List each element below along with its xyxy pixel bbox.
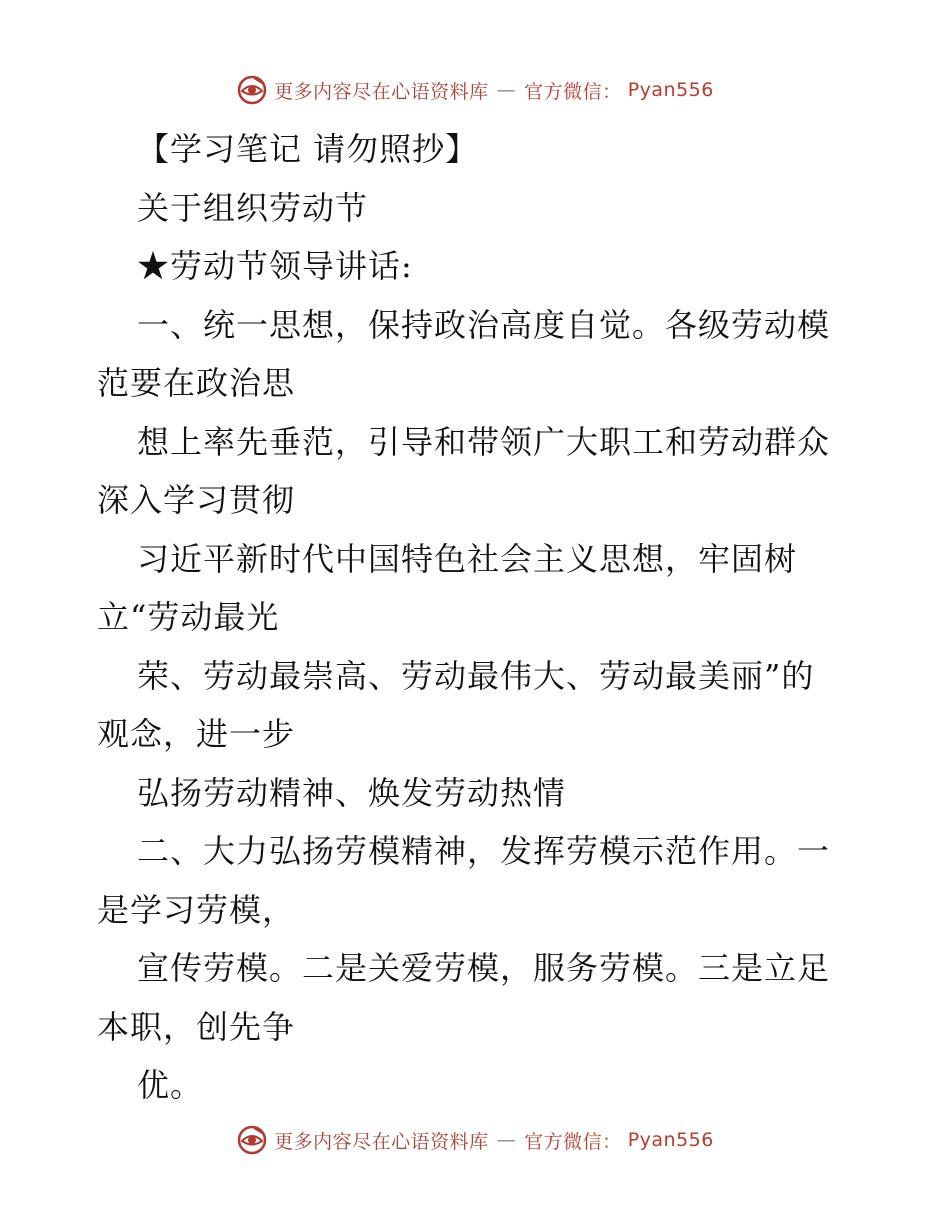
document-body — [97, 120, 857, 1115]
watermark-wechat-label: 官方微信： — [524, 80, 622, 103]
doc-line: 想上率先垂范，引导和带领广大职工和劳动群众 — [137, 422, 831, 461]
watermark-wechat-label: 官方微信： — [524, 1130, 622, 1153]
doc-line: 观念，进一步 — [97, 715, 296, 753]
doc-line: 弘扬劳动精神、焕发劳动热情 — [137, 773, 567, 812]
eye-logo-icon — [236, 74, 268, 106]
header-watermark — [0, 68, 950, 112]
watermark-dash: — — [496, 1129, 517, 1151]
doc-line: 范要在政治思 — [97, 364, 296, 402]
doc-line: 习近平新时代中国特色社会主义思想，牢固树 — [137, 539, 798, 578]
doc-line: 优。 — [137, 1066, 204, 1104]
doc-line-title: 关于组织劳动节 — [137, 188, 369, 227]
watermark-text: 更多内容尽在心语资料库 — [274, 1130, 489, 1153]
watermark-text: 更多内容尽在心语资料库 — [274, 80, 489, 103]
eye-logo-icon — [236, 1124, 268, 1156]
doc-line: 立“劳动最光 — [97, 598, 280, 636]
doc-line: 荣、劳动最崇高、劳动最伟大、劳动最美丽”的 — [137, 656, 815, 695]
doc-line: 是学习劳模， — [97, 890, 296, 929]
watermark-wechat-id: Pyan556 — [627, 79, 714, 101]
watermark-dash: — — [496, 79, 517, 101]
doc-line: 深入学习贯彻 — [97, 481, 296, 519]
doc-line: 本职，创先争 — [97, 1007, 296, 1046]
doc-line: 宣传劳模。二是关爱劳模，服务劳模。三是立足 — [137, 949, 831, 987]
watermark-wechat-id: Pyan556 — [627, 1129, 714, 1151]
doc-line-heading: ★劳动节领导讲话: — [137, 247, 413, 285]
doc-line: 一、统一思想，保持政治高度自觉。各级劳动模 — [137, 305, 831, 344]
doc-line-note: 【学习笔记 请勿照抄】 — [137, 130, 479, 168]
doc-line: 二、大力弘扬劳模精神，发挥劳模示范作用。一 — [137, 832, 831, 870]
footer-watermark — [0, 1118, 950, 1162]
